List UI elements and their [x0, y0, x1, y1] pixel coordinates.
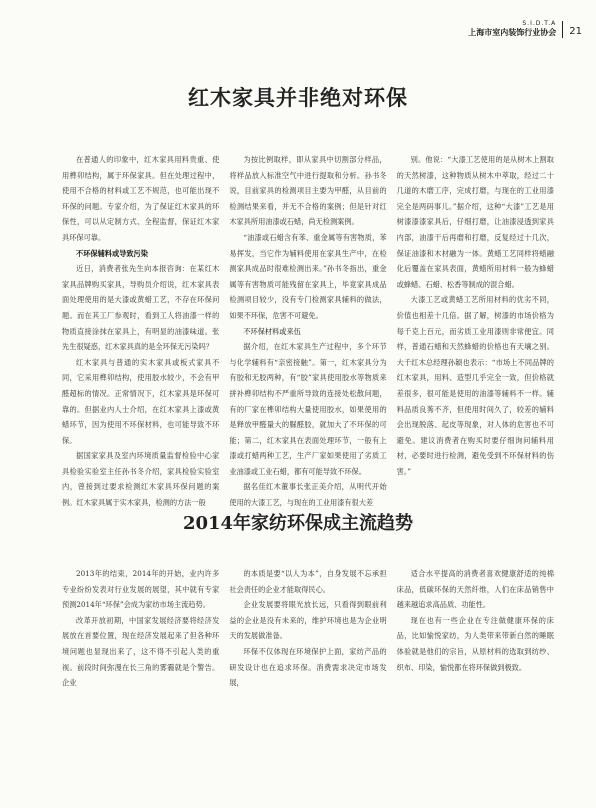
header-divider	[562, 21, 563, 38]
org-abbreviation: S.I.D.T.A	[522, 20, 557, 27]
paragraph: 别。他说：“大漆工艺使用的是从树木上割取的天然树漆，这种物质从树木中萃取，经过二十几道的木磨工序，完成打磨，与现在的工业用漆完全是两码事儿。”据介绍，这种“大漆”工艺是用树漆漆漆家具后，仔细打磨，让油漆浸透到家具内部，油漆干后再磨和打磨，反复经过十几次，保证油漆和木材融为一体。黄蜡工艺同样将蜡融化后覆盖在家具表面，黄蜡所用材料一般为蜂蜡或蜂蜡、石蜡、松香等制成的混合蜡。	[396, 155, 554, 289]
subheading: 不环保材料或来伍	[243, 326, 301, 336]
paragraph: 据名佳红木董事长张正美介绍，从明代开始使用的大漆工艺，与现在的工业用漆有很大差	[229, 482, 387, 508]
header-org	[468, 20, 556, 38]
paragraph: 现在也有一些企业在专注做健康环保的床品，比如愉悦家纺，为人类带来带新白然的睡眠体验就是他们的宗旨，从原材料的选取到纺纱、织布、印染，愉悦都在将环保做到极致。	[396, 615, 554, 672]
paragraph: 企业发展要将眼光放长远，只看得到眼前利益的企业是没有未来的，维护环境也是为企业明天的发展做准备。	[229, 600, 387, 641]
paragraph: 为按比例取样，即从家具中切割部分样品，将样品放入标准空气中进行提取和分析。孙书冬说，目前家具的检测项目主要为甲醛，从目前的检测结果来看，并无不合格的案例；但是针对红木家具所用油漆或石蜡，尚无检测案例。	[229, 155, 387, 227]
paragraph: “油漆或石蜡含有苯、重金属等有害物质，苯易挥发，当它作为辅料使用在家具生产中，在检测家具成品时很难检测出来。”孙书冬指出，重金属等有害物质可能残留在家具上，毕竟家具成品检测项目较少，没有专门检测家具辅料的做法，如果不环保，危害不可避免。	[229, 232, 387, 320]
article1-title: 红木家具并非绝对环保	[188, 85, 408, 110]
paragraph: 近日，消费者张先生向本报咨询：在某红木家具品牌购买家具，导购员介绍说，红木家具表面处理使用的是大漆或黄蜡工艺，不存在环保问题。而在其工厂参观时，看到工人将油漆一样的物质直接涂抹在家具上，有明显的油漆味道。张先生很疑惑，红木家具真的是全环保无污染吗？	[62, 264, 220, 352]
paragraph: 环保不仅体现在环境保护上面，家纺产品的研发设计也在追求环保。消费需求决定市场发展，	[229, 646, 387, 688]
article2-column-2	[229, 566, 386, 798]
article1-column-3	[397, 152, 554, 487]
paragraph: 的本质是要“以人为本”，自身发展不忘承担社会责任的企业才能取得民心。	[229, 569, 387, 594]
article2-body	[62, 566, 554, 798]
paragraph: 红木家具与普通的实木家具或板式家具不同，它采用榫卯结构，使用胶水较少，不会有甲醛超标的情况。正常情况下，红木家具是环保可靠的。但据业内人士介绍，在红木家具上漆或黄蜡环节，因为使用不环保材料，也可能导致不环保。	[62, 357, 220, 445]
article1-column-1	[62, 152, 220, 508]
article2-column-3	[397, 566, 554, 798]
article2-column-1	[62, 566, 219, 798]
paragraph: 适合水平提高的消费者喜欢健康舒适的纯棉床品，低碳环保的天然纤维，人们在床品销售中越来越追求高品质、功能性。	[396, 569, 554, 610]
article2-title: 2014年家纺环保成主流趋势	[182, 513, 414, 534]
page-number: 21	[569, 26, 582, 37]
subheading: 不环保辅料或导致污染	[76, 248, 148, 258]
paragraph: 2013年的结束，2014年的开始，业内许多专业纷纷发表对行业发展的展望，其中就有专家预测2014年“环保”会成为家纺市场主流趋势。	[62, 569, 220, 610]
paragraph: 据介绍，在红木家具生产过程中，多个环节与化学辅料有“亲密接触”。第一，红木家具分为有胶和无胶两种，有“胶”家具使用胶水等物质来拼补榫卯结构不严重所导致的连接处松散问题，有的厂家在榫卯结构大量使用胶水，如果使用的是释放甲醛量大的脲醛胶，就加大了不环保的可能；第二，红木家具在表面处理环节，一般有上漆或打蜡两种工艺，生产厂家如果使用了劣质工业油漆或工业石蜡，都有可能导致不环保。	[229, 342, 387, 476]
paragraph: 大漆工艺或黄蜡工艺所用材料的优劣不同，价值也相差十几倍。据了解，树漆的市场价格为每千克上百元，而劣质工业用漆则非常便宜。同样，普通石蜡和天然蜂蜡的价格也有天壤之别。大千红木总经理孙颖也表示：“市场上不同品牌的红木家具，用料、造型几乎完全一致，但价格就差很多，很可能是使用的油漆等辅料不一样。辅料品质良莠不齐，但使用时间久了，较差的辅料会出现脱落、起皮等现象，对人体的危害也不可避免。建议消费者在购买时要仔细询问辅料用材，必要时进行检测，避免受到不环保材料的伤害。”	[396, 295, 554, 476]
page-header	[468, 20, 582, 38]
article1-column-2	[229, 152, 387, 508]
org-name: 上海市室内装饰行业协会	[468, 28, 557, 37]
article1-body	[62, 152, 554, 508]
paragraph: 据国家家具及室内环境质量监督检验中心家具检验实验室主任孙书冬介绍，家具检验实验室内，曾接到过要求检测红木家具环保问题的案例。红木家具属于实木家具，检测的方法一般	[62, 451, 220, 508]
paragraph: 在普通人的印象中，红木家具用料贵重、使用榫卯结构，属于环保家具。但在处理过程中，使用不合格的材料或工艺不规范，也可能出现不环保的问题。专家介绍，为了保证红木家具的环保性，可以从定制方式、全程监督，保证红木家具环保可靠。	[62, 155, 220, 242]
paragraph: 改革开放初期，中国家发展经济要将经济发展放在首要位置，现在经济发展起来了但各种环境问题也显现出来了，这不得不引起人类的重视。前段时间弥漫在长三角的雾霾就是个警告。企业	[62, 615, 220, 688]
